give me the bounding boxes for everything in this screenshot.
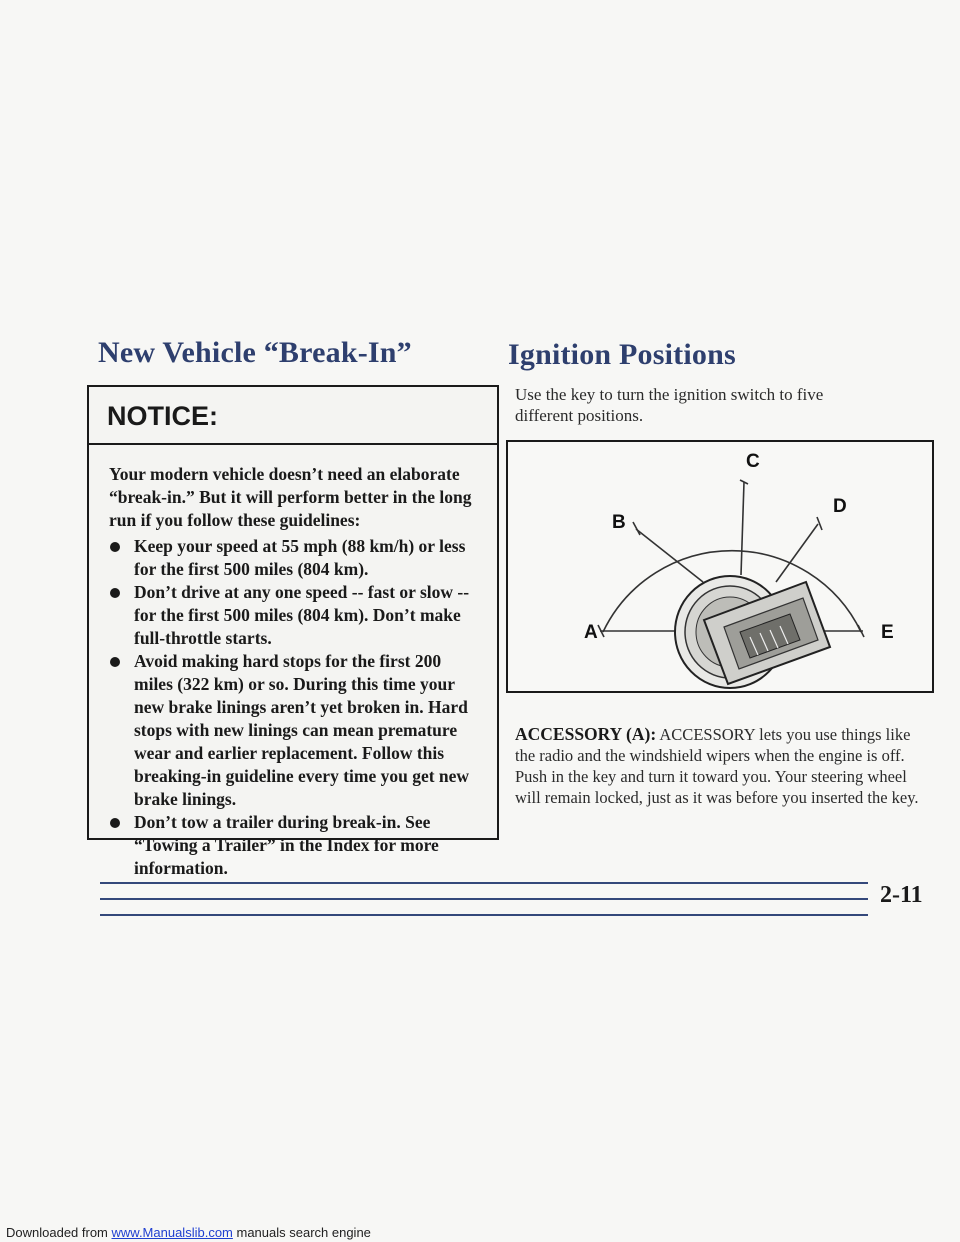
footer: Downloaded from www.Manualslib.com manuals search engine [6, 1225, 371, 1240]
rule-top [100, 882, 868, 884]
guideline-item: Avoid making hard stops for the first 200 miles (322 km) or so. During this time your new brake linings aren’t yet broken in. Hard stops with new linings can mean premature wear and earlier replacement. Follow this breaking-in guideline every time you get new brake linings. [109, 650, 477, 811]
accessory-term: ACCESSORY (A): [515, 724, 657, 744]
guideline-item: Don’t tow a trailer during break-in. See “Towing a Trailer” in the Index for more information. [109, 811, 477, 880]
notice-body [89, 445, 497, 880]
bullet-icon [110, 818, 120, 828]
manualslib-link[interactable]: www.Manualslib.com [111, 1225, 233, 1240]
page-number: 2-11 [880, 882, 923, 908]
position-label-b: B [612, 512, 626, 533]
position-label-c: C [746, 451, 760, 472]
accessory-paragraph [515, 724, 925, 808]
guideline-list [109, 535, 477, 880]
notice-title: NOTICE: [89, 387, 497, 445]
rule-bottom [100, 914, 868, 916]
bullet-icon [110, 542, 120, 552]
position-label-d: D [833, 496, 847, 517]
rule-middle [100, 898, 868, 900]
position-label-a: A [584, 622, 598, 643]
guideline-item: Keep your speed at 55 mph (88 km/h) or less for the first 500 miles (804 km). [109, 535, 477, 581]
ignition-switch-illustration [508, 442, 932, 691]
guideline-item: Don’t drive at any one speed -- fast or slow -- for the first 500 miles (804 km). Don’t make full-throttle starts. [109, 581, 477, 650]
section-heading-break-in: New Vehicle “Break-In” [98, 336, 412, 369]
ignition-diagram [506, 440, 934, 693]
notice-intro: Your modern vehicle doesn’t need an elaborate “break-in.” But it will perform better in the long run if you follow these guidelines: [109, 464, 472, 530]
notice-box [87, 385, 499, 878]
bullet-icon [110, 588, 120, 598]
bullet-icon [110, 657, 120, 667]
ignition-intro: Use the key to turn the ignition switch to five different positions. [515, 385, 824, 425]
accessory-text: ACCESSORY lets you use things like the radio and the windshield wipers when the engine is off. Push in the key and turn it toward you. Your steering wheel will remain locked, just as it was before you inserted the key. [515, 725, 919, 807]
position-label-e: E [881, 622, 894, 643]
section-heading-ignition: Ignition Positions [508, 338, 736, 371]
